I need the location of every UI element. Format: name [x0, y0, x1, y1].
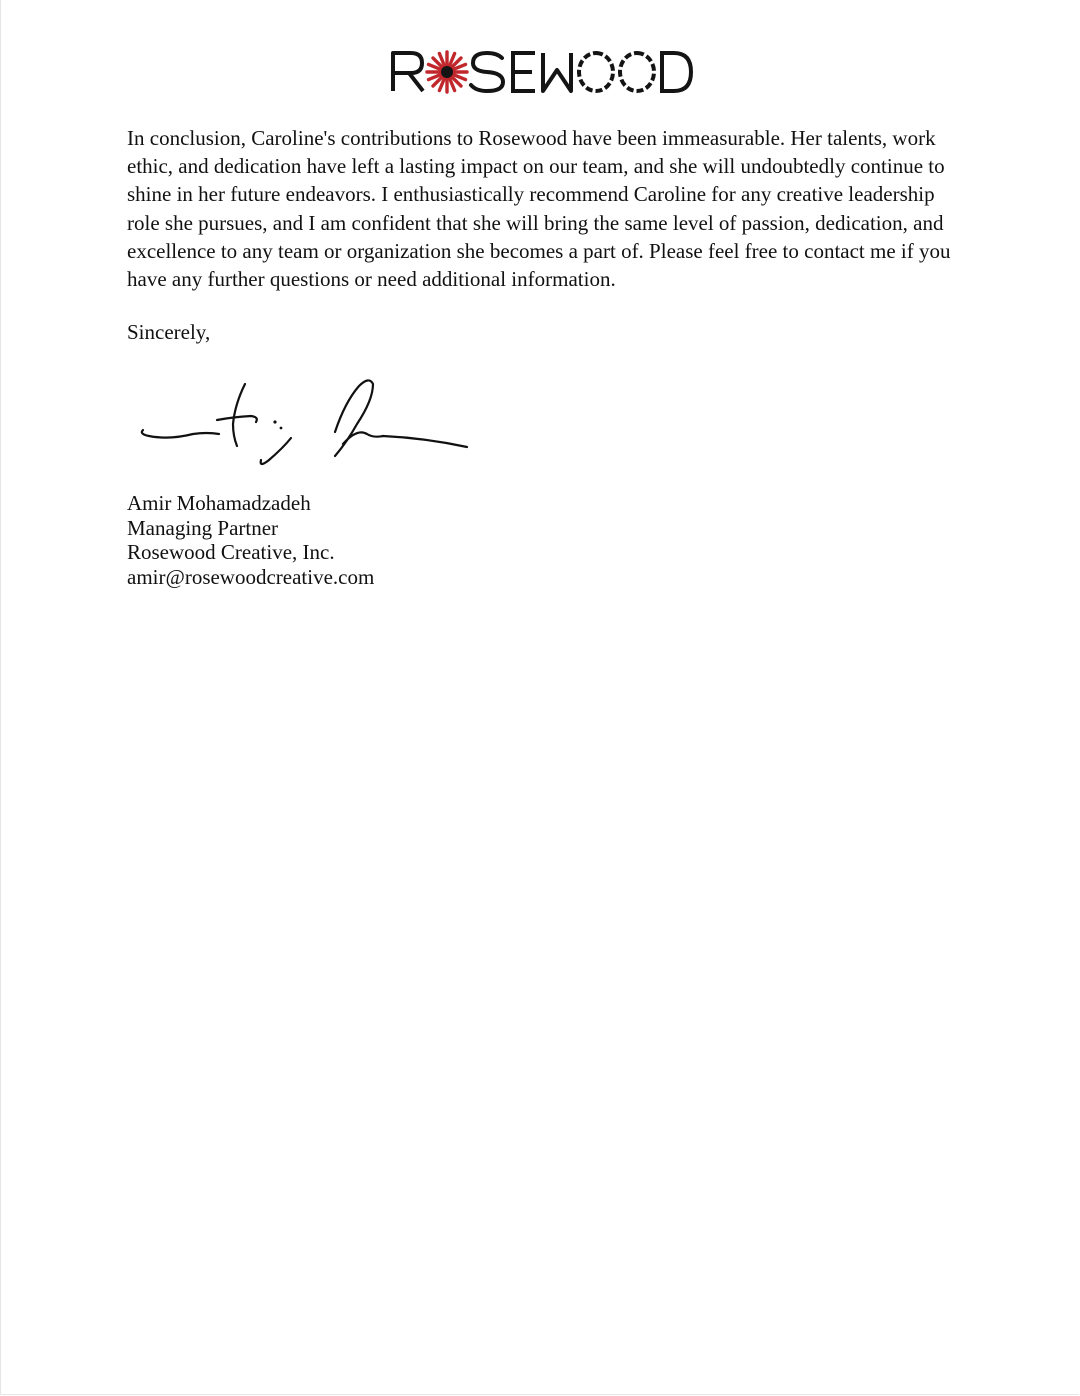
- signer-name: Amir Mohamadzadeh: [127, 491, 311, 515]
- rosewood-logo: [389, 50, 695, 94]
- signer-title: Managing Partner: [127, 515, 279, 540]
- letter-paragraph: In conclusion, Caroline's contributions to Rosewood have been immeasurable. Her talents, work ethic, and dedication have left a lasting impact on our team, and she will undoubtedly continue to shine in her future endeavors. I enthusiastically recommend Caroline for any creative leadership role she pursues, and I am confident that she will bring the same level of passion, dedication, and excellence to any team or organization she becomes a part of. Please feel free to contact me if you have any further questions or need additional information.: [127, 126, 951, 292]
- flower-icon: [427, 52, 467, 92]
- signature-block: [127, 491, 374, 589]
- signer-company: Rosewood Creative, Inc.: [127, 540, 335, 564]
- signer-email[interactable]: amir@rosewoodcreative.com: [127, 564, 375, 589]
- handwritten-signature: [135, 372, 475, 468]
- closing-line: Sincerely,: [127, 320, 211, 344]
